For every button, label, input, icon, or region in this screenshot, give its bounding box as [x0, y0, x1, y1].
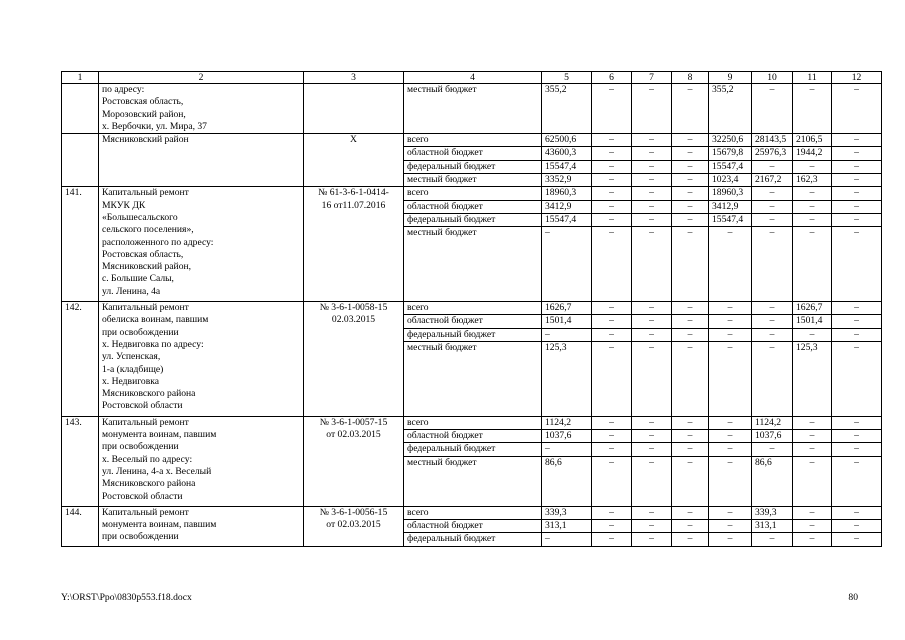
amount-cell: – [632, 134, 672, 147]
amount-cell: – [592, 328, 632, 341]
entry-document-line: № 3-6-1-0058-15 [319, 302, 388, 314]
amount-cell: – [793, 430, 832, 443]
funding-source: местный бюджет [404, 174, 542, 187]
amount-cell: – [832, 520, 882, 533]
entry-name-line: Мясниковского района [102, 478, 196, 490]
amount-cell: – [672, 341, 709, 416]
amount-cell: – [832, 227, 882, 302]
entry-document-line: от 02.03.2015 [326, 519, 381, 531]
amount-cell: – [793, 416, 832, 429]
amount-cell: 15547,4 [542, 160, 592, 173]
funding-source: областной бюджет [404, 147, 542, 160]
amount-cell: – [672, 443, 709, 456]
amount-cell: – [709, 456, 752, 506]
amount-cell: – [592, 174, 632, 187]
amount-cell: – [632, 213, 672, 226]
funding-source: областной бюджет [404, 430, 542, 443]
column-header-12: 12 [832, 72, 882, 84]
amount-cell: 1501,4 [542, 315, 592, 328]
amount-cell: – [793, 213, 832, 226]
funding-source: федеральный бюджет [404, 213, 542, 226]
amount-cell: – [752, 213, 793, 226]
amount-cell: – [752, 533, 793, 546]
funding-source: областной бюджет [404, 520, 542, 533]
amount-cell: – [592, 430, 632, 443]
amount-cell: – [592, 134, 632, 147]
amount-cell: – [592, 533, 632, 546]
amount-cell: – [832, 315, 882, 328]
amount-cell: 1037,6 [752, 430, 793, 443]
amount-cell: – [793, 200, 832, 213]
amount-cell: 355,2 [709, 84, 752, 134]
amount-cell: – [592, 302, 632, 315]
amount-cell: – [709, 302, 752, 315]
table-row [62, 416, 882, 429]
entry-name-line: ул. Успенская, [102, 351, 161, 363]
entry-name-line: монумента воинам, павшим [102, 429, 217, 441]
amount-cell: 313,1 [752, 520, 793, 533]
amount-cell: – [752, 227, 793, 302]
amount-cell: 86,6 [542, 456, 592, 506]
amount-cell: – [752, 160, 793, 173]
amount-cell: – [632, 416, 672, 429]
entry-name-line: «Большесальского [102, 211, 178, 223]
entry-document [304, 506, 404, 546]
entry-name-line: Мясниковский район [102, 134, 189, 146]
amount-cell: – [632, 174, 672, 187]
funding-source: областной бюджет [404, 200, 542, 213]
amount-cell: – [632, 160, 672, 173]
amount-cell: – [793, 328, 832, 341]
amount-cell: 339,3 [752, 506, 793, 519]
amount-cell: – [709, 328, 752, 341]
amount-cell: – [752, 187, 793, 200]
amount-cell: 2106,5 [793, 134, 832, 147]
entry-name-line: Ростовская область, [102, 248, 184, 260]
amount-cell: – [832, 456, 882, 506]
funding-source: всего [404, 506, 542, 519]
amount-cell: – [672, 84, 709, 134]
funding-source: всего [404, 187, 542, 200]
amount-cell: – [592, 416, 632, 429]
amount-cell: – [793, 506, 832, 519]
amount-cell: – [632, 84, 672, 134]
amount-cell: – [832, 213, 882, 226]
entry-name-line: монумента воинам, павшим [102, 519, 217, 531]
entry-name-line: Мясниковский район, [102, 261, 192, 273]
amount-cell: – [672, 213, 709, 226]
amount-cell: 355,2 [542, 84, 592, 134]
funding-source: местный бюджет [404, 84, 542, 134]
footer-file-path: Y:\ORST\Ppo\0830p553.f18.docx [61, 592, 192, 603]
entry-name-line: х. Недвиговка [102, 375, 159, 387]
amount-cell: – [793, 520, 832, 533]
column-header-7: 7 [632, 72, 672, 84]
amount-cell: 62500,6 [542, 134, 592, 147]
budget-table [61, 71, 882, 547]
amount-cell: – [542, 533, 592, 546]
amount-cell: – [752, 443, 793, 456]
amount-cell: 125,3 [793, 341, 832, 416]
column-header-2: 2 [99, 72, 304, 84]
amount-cell: 162,3 [793, 174, 832, 187]
amount-cell: – [632, 533, 672, 546]
entry-document [304, 84, 404, 134]
amount-cell: – [632, 302, 672, 315]
amount-cell: – [709, 443, 752, 456]
entry-name-line: х. Веселый по адресу: [102, 453, 193, 465]
amount-cell: – [592, 84, 632, 134]
amount-cell: – [793, 456, 832, 506]
amount-cell: – [793, 84, 832, 134]
amount-cell: – [542, 443, 592, 456]
amount-cell: – [632, 430, 672, 443]
entry-name-line: ул. Ленина, 4-а х. Веселый [102, 465, 212, 477]
amount-cell: 1626,7 [793, 302, 832, 315]
amount-cell: – [592, 213, 632, 226]
amount-cell: – [793, 227, 832, 302]
amount-cell: – [793, 187, 832, 200]
entry-name [99, 506, 304, 546]
column-header-4: 4 [404, 72, 542, 84]
amount-cell: – [672, 134, 709, 147]
entry-document-line: № 3-6-1-0056-15 [319, 506, 388, 518]
amount-cell: – [832, 302, 882, 315]
amount-cell: – [832, 328, 882, 341]
column-header-3: 3 [304, 72, 404, 84]
amount-cell: – [672, 328, 709, 341]
amount-cell: 1626,7 [542, 302, 592, 315]
entry-number: 142. [62, 302, 99, 417]
amount-cell: 1124,2 [752, 416, 793, 429]
amount-cell: – [752, 84, 793, 134]
amount-cell: – [709, 430, 752, 443]
amount-cell: 25976,3 [752, 147, 793, 160]
entry-name-line: Ростовской области [102, 490, 183, 502]
amount-cell: – [672, 416, 709, 429]
amount-cell: – [832, 416, 882, 429]
amount-cell: 3412,9 [542, 200, 592, 213]
amount-cell: – [752, 315, 793, 328]
amount-cell: – [672, 456, 709, 506]
funding-source: федеральный бюджет [404, 328, 542, 341]
entry-name [99, 187, 304, 302]
entry-name-line: Морозовский район, [102, 108, 186, 120]
amount-cell: – [752, 328, 793, 341]
entry-name-line: при освобождении [102, 441, 179, 453]
amount-cell: – [832, 84, 882, 134]
entry-document-line: № 61-3-6-1-0414- [318, 187, 389, 199]
amount-cell: – [752, 302, 793, 315]
amount-cell: – [672, 533, 709, 546]
amount-cell: – [672, 200, 709, 213]
entry-number [62, 84, 99, 134]
entry-number: 143. [62, 416, 99, 506]
amount-cell: – [592, 200, 632, 213]
amount-cell: 1501,4 [793, 315, 832, 328]
entry-number: 144. [62, 506, 99, 546]
amount-cell: – [832, 533, 882, 546]
entry-name [99, 302, 304, 417]
amount-cell: 43600,3 [542, 147, 592, 160]
amount-cell: – [632, 520, 672, 533]
entry-number [62, 134, 99, 187]
amount-cell: – [542, 328, 592, 341]
amount-cell: – [672, 506, 709, 519]
amount-cell: – [752, 200, 793, 213]
amount-cell: – [832, 341, 882, 416]
amount-cell: – [592, 341, 632, 416]
amount-cell: – [832, 160, 882, 173]
amount-cell: – [832, 134, 882, 147]
amount-cell: – [832, 506, 882, 519]
entry-name-line: 1-а (кладбище) [102, 363, 164, 375]
funding-source: федеральный бюджет [404, 443, 542, 456]
entry-document-line: от 02.03.2015 [326, 429, 381, 441]
entry-name [99, 84, 304, 134]
amount-cell: – [632, 227, 672, 302]
amount-cell: – [672, 430, 709, 443]
amount-cell: 18960,3 [542, 187, 592, 200]
amount-cell: 32250,6 [709, 134, 752, 147]
amount-cell: 339,3 [542, 506, 592, 519]
entry-name-line: Капитальный ремонт [102, 302, 189, 314]
amount-cell: – [709, 520, 752, 533]
entry-name-line: обелиска воинам, павшим [102, 314, 209, 326]
amount-cell: 2167,2 [752, 174, 793, 187]
entry-name [99, 134, 304, 187]
amount-cell: – [709, 227, 752, 302]
entry-document-line: X [350, 134, 357, 146]
entry-number: 141. [62, 187, 99, 302]
amount-cell: – [592, 160, 632, 173]
amount-cell: – [672, 315, 709, 328]
amount-cell: – [592, 315, 632, 328]
entry-name-line: по адресу: [102, 84, 145, 95]
amount-cell: – [592, 520, 632, 533]
amount-cell: – [632, 341, 672, 416]
amount-cell: 1124,2 [542, 416, 592, 429]
amount-cell: – [632, 506, 672, 519]
amount-cell: – [632, 328, 672, 341]
amount-cell: – [592, 443, 632, 456]
header-row [62, 72, 882, 84]
entry-name-line: Мясниковского района [102, 388, 196, 400]
amount-cell: – [832, 200, 882, 213]
amount-cell: 15547,4 [709, 160, 752, 173]
amount-cell: – [793, 443, 832, 456]
entry-name-line: при освобождении [102, 531, 179, 543]
entry-name-line: Капитальный ремонт [102, 187, 189, 199]
entry-name-line: при освобождении [102, 326, 179, 338]
funding-source: местный бюджет [404, 456, 542, 506]
entry-document-line: 02.03.2015 [331, 314, 376, 326]
amount-cell: – [709, 341, 752, 416]
amount-cell: 3352,9 [542, 174, 592, 187]
column-header-1: 1 [62, 72, 99, 84]
amount-cell: 313,1 [542, 520, 592, 533]
amount-cell: – [709, 506, 752, 519]
entry-document [304, 302, 404, 417]
entry-document [304, 134, 404, 187]
entry-name-line: МКУК ДК [102, 199, 146, 211]
column-header-10: 10 [752, 72, 793, 84]
amount-cell: – [672, 520, 709, 533]
amount-cell: 28143,5 [752, 134, 793, 147]
footer-page-number: 80 [848, 592, 858, 603]
amount-cell: – [709, 533, 752, 546]
amount-cell: 15679,8 [709, 147, 752, 160]
funding-source: местный бюджет [404, 227, 542, 302]
column-header-9: 9 [709, 72, 752, 84]
amount-cell: – [632, 315, 672, 328]
amount-cell: 18960,3 [709, 187, 752, 200]
entry-document [304, 187, 404, 302]
column-header-5: 5 [542, 72, 592, 84]
entry-document [304, 416, 404, 506]
amount-cell: – [632, 200, 672, 213]
amount-cell: 15547,4 [542, 213, 592, 226]
table-row [62, 84, 882, 134]
amount-cell: – [672, 302, 709, 315]
funding-source: областной бюджет [404, 315, 542, 328]
entry-name-line: ул. Ленина, 4а [102, 285, 161, 297]
amount-cell: – [592, 187, 632, 200]
entry-name-line: с. Большие Салы, [102, 273, 174, 285]
amount-cell: – [592, 147, 632, 160]
funding-source: федеральный бюджет [404, 533, 542, 546]
entry-name-line: Капитальный ремонт [102, 416, 189, 428]
amount-cell: – [672, 160, 709, 173]
amount-cell: – [592, 506, 632, 519]
amount-cell: – [832, 430, 882, 443]
amount-cell: 1944,2 [793, 147, 832, 160]
entry-document-line: 16 от11.07.2016 [321, 199, 386, 211]
amount-cell: – [592, 456, 632, 506]
entry-name-line: Капитальный ремонт [102, 506, 189, 518]
amount-cell: 86,6 [752, 456, 793, 506]
amount-cell: – [632, 187, 672, 200]
entry-name-line: сельского поселения», [102, 224, 194, 236]
amount-cell: – [832, 147, 882, 160]
amount-cell: – [832, 187, 882, 200]
column-header-8: 8 [672, 72, 709, 84]
entry-name [99, 416, 304, 506]
amount-cell: – [832, 443, 882, 456]
amount-cell: 1037,6 [542, 430, 592, 443]
funding-source: всего [404, 302, 542, 315]
amount-cell: – [542, 227, 592, 302]
entry-name-line: х. Недвиговка по адресу: [102, 338, 204, 350]
amount-cell: – [632, 147, 672, 160]
funding-source: местный бюджет [404, 341, 542, 416]
table-row [62, 187, 882, 200]
amount-cell: 125,3 [542, 341, 592, 416]
amount-cell: 3412,9 [709, 200, 752, 213]
amount-cell: – [793, 160, 832, 173]
amount-cell: – [592, 227, 632, 302]
amount-cell: – [672, 227, 709, 302]
table-row [62, 302, 882, 315]
column-header-6: 6 [592, 72, 632, 84]
funding-source: всего [404, 134, 542, 147]
entry-name-line: х. Вербочки, ул. Мира, 37 [102, 120, 207, 132]
amount-cell: – [672, 174, 709, 187]
amount-cell: – [793, 533, 832, 546]
table-row [62, 506, 882, 519]
entry-name-line: расположенного по адресу: [102, 236, 214, 248]
amount-cell: – [672, 187, 709, 200]
amount-cell: – [832, 174, 882, 187]
table-row [62, 134, 882, 147]
funding-source: федеральный бюджет [404, 160, 542, 173]
amount-cell: 1023,4 [709, 174, 752, 187]
column-header-11: 11 [793, 72, 832, 84]
amount-cell: – [709, 315, 752, 328]
amount-cell: – [752, 341, 793, 416]
entry-document-line: № 3-6-1-0057-15 [319, 416, 388, 428]
amount-cell: – [632, 456, 672, 506]
entry-name-line: Ростовской области [102, 400, 183, 412]
funding-source: всего [404, 416, 542, 429]
amount-cell: – [672, 147, 709, 160]
entry-name-line: Ростовская область, [102, 96, 184, 108]
amount-cell: – [709, 416, 752, 429]
amount-cell: – [632, 443, 672, 456]
amount-cell: 15547,4 [709, 213, 752, 226]
